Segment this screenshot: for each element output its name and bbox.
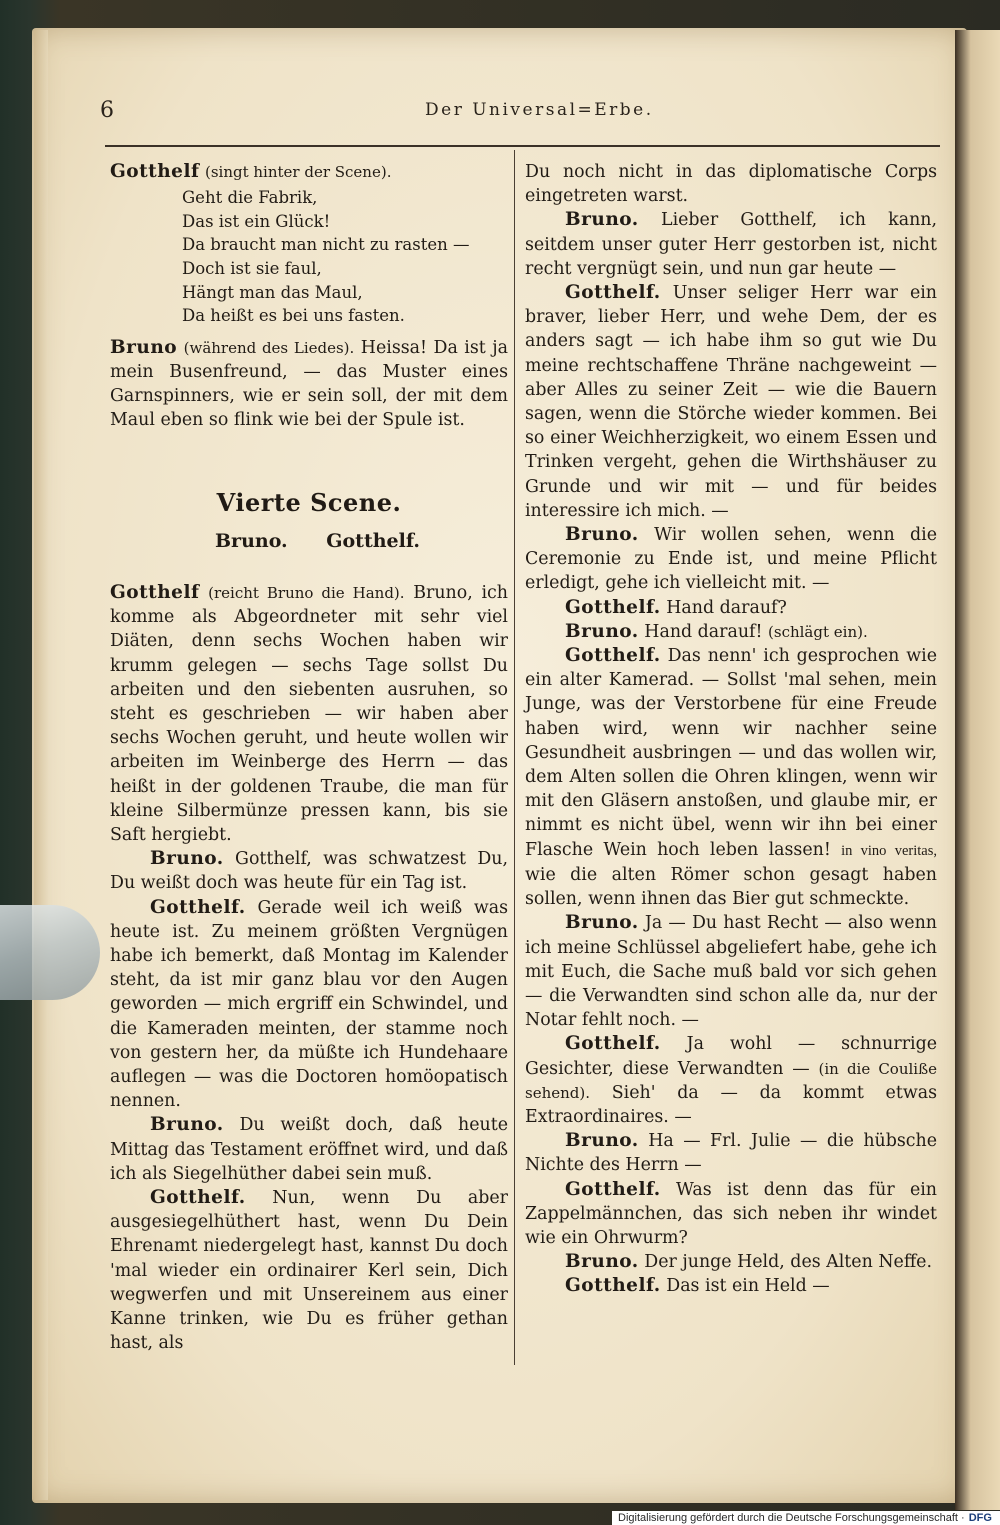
speaker-name: Gotthelf — [110, 161, 200, 182]
page-clip — [0, 905, 100, 1000]
speech-text: Gotthelf, was schwatzest Du, Du weißt doch was heute für ein Tag ist. — [110, 849, 508, 894]
speaker-name: Bruno. — [565, 209, 639, 231]
speaker-name: Gotthelf. — [565, 282, 661, 304]
next-page-edge — [955, 30, 1000, 1510]
stage-direction: (während des Liedes). — [183, 338, 355, 357]
speaker-name: Gotthelf. — [150, 1187, 246, 1209]
speech-block — [110, 336, 508, 433]
speech-block — [525, 620, 937, 644]
verse-line: Doch ist sie faul, — [182, 258, 322, 278]
speaker-name: Bruno. — [565, 1130, 639, 1152]
verse-line: Hängt man das Maul, — [182, 282, 363, 302]
verse-line: Da braucht man nicht zu rasten — — [182, 235, 470, 255]
speech-text: Hand darauf! — [644, 621, 763, 642]
speech-block — [110, 1113, 508, 1186]
speech-text: Wir wollen sehen, wenn die Ceremonie zu Ende ist, und meine Pflicht erledigt, gehe ich vielleicht mit. — — [525, 525, 938, 594]
verse-line: Das ist ein Glück! — [182, 211, 331, 231]
speech-text: Bruno, ich komme als Abgeordneter mit sehr viel Diäten, denn sechs Wochen haben wir krumm gelegen — sechs Tage sollst Du arbeiten und den siebenten ausruhen, so steht es geschrieben — wir haben aber sechs Wochen geruht, und heute wollen wir arbeiten im Weinberge des Herrn — das heißt in der goldenen Traube, die man für kleine Silbermünze pressen kann, bis sie Saft hergiebt. — [110, 582, 508, 846]
verse-line: Da heißt es bei uns fasten. — [182, 306, 405, 326]
speech-continuation: Du noch nicht in das diplomatische Corps eingetreten warst. — [525, 162, 937, 207]
speech-text: Hand darauf? — [666, 597, 787, 618]
page-header — [100, 98, 660, 132]
speech-block — [525, 1274, 937, 1298]
scene-title: Vierte Scene. — [216, 487, 402, 517]
speaker-name: Gotthelf. — [565, 1178, 661, 1200]
dfg-logo: DFG — [968, 1512, 992, 1524]
latin-phrase: in vino veritas, — [841, 842, 938, 859]
speech-block — [525, 644, 937, 911]
speaker-name: Bruno. — [150, 1114, 224, 1136]
speech-text: Ha — Frl. Julie — die hübsche Nichte des Herrn — — [525, 1131, 938, 1176]
scene-cast: Bruno. Gotthelf. — [215, 529, 420, 552]
speech-block — [525, 1032, 937, 1129]
speaker-name: Gotthelf. — [565, 596, 661, 618]
page-number: 6 — [100, 98, 114, 123]
speech-block — [525, 1129, 937, 1177]
speech-block — [110, 896, 508, 1114]
speech-text: Sieh' da — da kommt etwas Extraordinaires. — — [525, 1082, 938, 1127]
speaker-name: Bruno — [110, 336, 178, 358]
speech-block — [525, 1178, 937, 1251]
running-title: Der Universal=Erbe. — [425, 100, 654, 120]
speech-text: Der junge Held, des Alten Neffe. — [644, 1252, 932, 1273]
left-column — [110, 160, 508, 1355]
speech-text: Du weißt doch, daß heute Mittag das Testament eröffnet wird, und daß ich als Siegelhüther dabei sein muß. — [110, 1115, 508, 1184]
speaker-name: Bruno. — [565, 912, 639, 934]
stage-direction: (reicht Bruno die Hand). — [208, 583, 405, 602]
stage-direction: (schlägt ein). — [768, 622, 868, 641]
speech-block — [525, 208, 937, 281]
speech-text: Heissa! Da ist ja mein Busenfreund, — das Muster eines Garnspinners, wie er sein soll, der mit dem Maul eben so flink wie bei der Spule ist. — [110, 337, 509, 431]
speech-block — [110, 160, 508, 184]
speech-block — [110, 847, 508, 895]
speaker-name: Gotthelf — [110, 581, 200, 603]
speech-text: Das nenn' ich gesprochen wie ein alter Kamerad. — Sollst 'mal sehen, mein Junge, was der Verstorbene für eine Freude haben wird, wenn wir nachher seine Gesundheit ausbringen — und das wollen wir, dem Alten sollen die Ohren klingen, wenn wir mit den Gläsern anstoßen, und glaube mir, er nimmt es nicht übel, wenn wir ihn bei einer Flasche Wein hoch leben lassen! — [525, 646, 937, 860]
digitization-footer — [612, 1511, 1000, 1525]
speaker-name: Bruno. — [565, 620, 639, 642]
speaker-name: Gotthelf. — [565, 1275, 661, 1297]
column-divider — [514, 150, 515, 1365]
speech-block — [525, 911, 937, 1032]
speech-block — [110, 1186, 508, 1355]
speech-text: Ja wohl — schnurrige Gesichter, diese Verwandten — — [525, 1034, 937, 1079]
speech-block — [525, 1250, 937, 1274]
speech-text: Was ist denn das für ein Zappelmännchen, das sich neben ihr windet wie ein Ohrwurm? — [525, 1179, 938, 1248]
speech-text: Gerade weil ich weiß was heute ist. Zu meinem größten Vergnügen habe ich bemerkt, daß Montag im Kalender steht, da ist mir ganz blau vor den Augen geworden — mich ergriff ein Schwindel, und die Kameraden meinten, der stamme noch von gestern her, da müßte ich Hundehaare auflegen — was die Doctoren homöopatisch nennen. — [110, 897, 508, 1112]
speech-block — [525, 596, 937, 620]
speech-text: wie die alten Römer schon gesagt haben sollen, wenn ihnen das Bier gut schmeckte. — [525, 864, 937, 910]
speech-text: Ja — Du hast Recht — also wenn ich meine Schlüssel abgeliefert habe, gehe ich mit Euch, die Sache muß bald vor sich gehen — die Verwandten sind schon alle da, nur der Notar fehlt noch. — — [525, 913, 937, 1031]
speech-block — [525, 281, 937, 523]
speech-text: Unser seliger Herr war ein braver, lieber Herr, und wehe Dem, der es anders sagt — ich habe ihm so gut wie Du meine rechtschaffene Thräne nachgeweint — aber Alles zu seiner Zeit — wie die Bauern sagen, wenn die Störche wieder kommen. Bei so einer Weichherzigkeit, wo einem Essen und Trinken vergeht, gehen die Wirthshäuser zu Grunde und wir mit — und für beides interessire ich mich. — — [525, 283, 938, 521]
speech-block — [110, 581, 508, 847]
speaker-name: Bruno. — [150, 848, 224, 870]
stage-direction: (in die Couliße sehend). — [525, 1059, 937, 1102]
footer-text: Digitalisierung gefördert durch die Deutsche Forschungsgemeinschaft · — [618, 1512, 965, 1524]
speech-text: Nun, wenn Du aber ausgesiegelhüthert hast, wenn Du Dein Ehrenamt niedergelegt hast, kannst Du doch 'mal wieder ein ordinairer Kerl sein, Dich wegwerfen und mit Unsereinem aus einer Kanne trinken, wie Du es früher gethan hast, als — [110, 1188, 508, 1354]
speaker-name: Gotthelf. — [565, 1033, 661, 1055]
speech-text: Das ist ein Held — — [666, 1276, 830, 1297]
speech-block — [525, 523, 937, 596]
song-verse — [110, 186, 508, 328]
header-rule — [105, 145, 940, 147]
stage-direction: (singt hinter der Scene). — [204, 163, 392, 181]
speaker-name: Bruno. — [565, 1251, 639, 1273]
right-column — [525, 160, 937, 1299]
speaker-name: Gotthelf. — [150, 896, 246, 918]
verse-line: Geht die Fabrik, — [182, 188, 318, 208]
speaker-name: Gotthelf. — [565, 645, 661, 667]
page-edge — [34, 30, 48, 1500]
speech-text: Lieber Gotthelf, ich kann, seitdem unser guter Herr gestorben ist, nicht recht vergnügt sein, und nun gar heute — — [525, 210, 937, 279]
speaker-name: Bruno. — [565, 524, 639, 546]
